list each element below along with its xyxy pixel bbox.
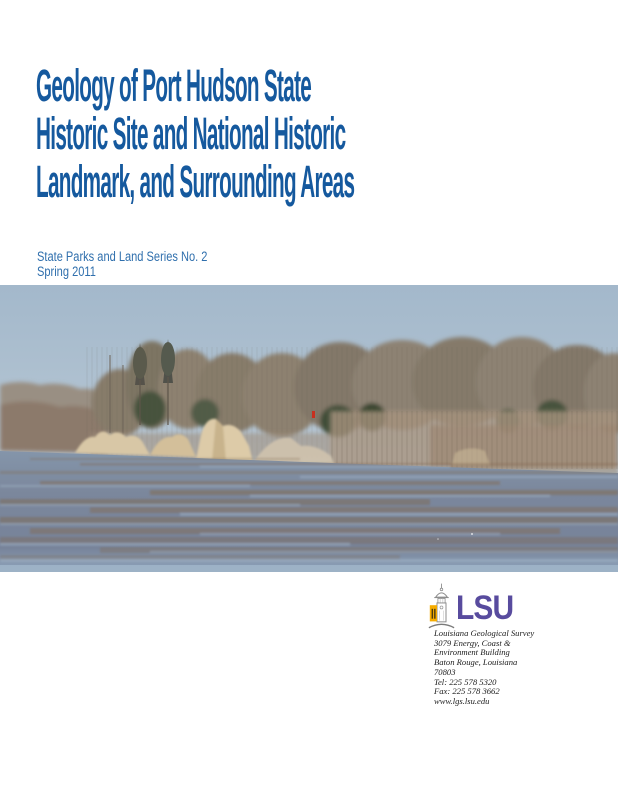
- lsu-logo: [428, 581, 521, 633]
- photo-red-marker: [312, 411, 315, 418]
- address-line: Louisiana Geological Survey: [434, 628, 535, 638]
- address-line: Baton Rouge, Louisiana: [434, 657, 518, 668]
- title-line-1: Geology of Port Hudson State: [36, 60, 312, 111]
- address-line: 70803: [434, 666, 456, 677]
- series-block: [37, 249, 207, 279]
- title-line-3: Landmark, and Surrounding Areas: [36, 156, 355, 207]
- address-url: www.lgs.lsu.edu: [434, 695, 490, 706]
- series-label: State Parks and Land Series No. 2: [37, 249, 208, 264]
- address-line: Environment Building: [434, 647, 510, 658]
- cover-photo: [0, 285, 618, 572]
- publisher-address: [434, 629, 554, 707]
- page-title: [36, 62, 354, 206]
- publication-date: Spring 2011: [37, 264, 96, 279]
- address-line: Fax: 225 578 3662: [434, 686, 500, 697]
- title-line-2: Historic Site and National Historic: [36, 108, 346, 159]
- address-line: Tel: 225 578 5320: [434, 676, 497, 687]
- address-line: 3079 Energy, Coast &: [434, 637, 511, 648]
- lsu-tower-icon: [428, 581, 455, 633]
- lsu-wordmark: LSU: [456, 589, 514, 627]
